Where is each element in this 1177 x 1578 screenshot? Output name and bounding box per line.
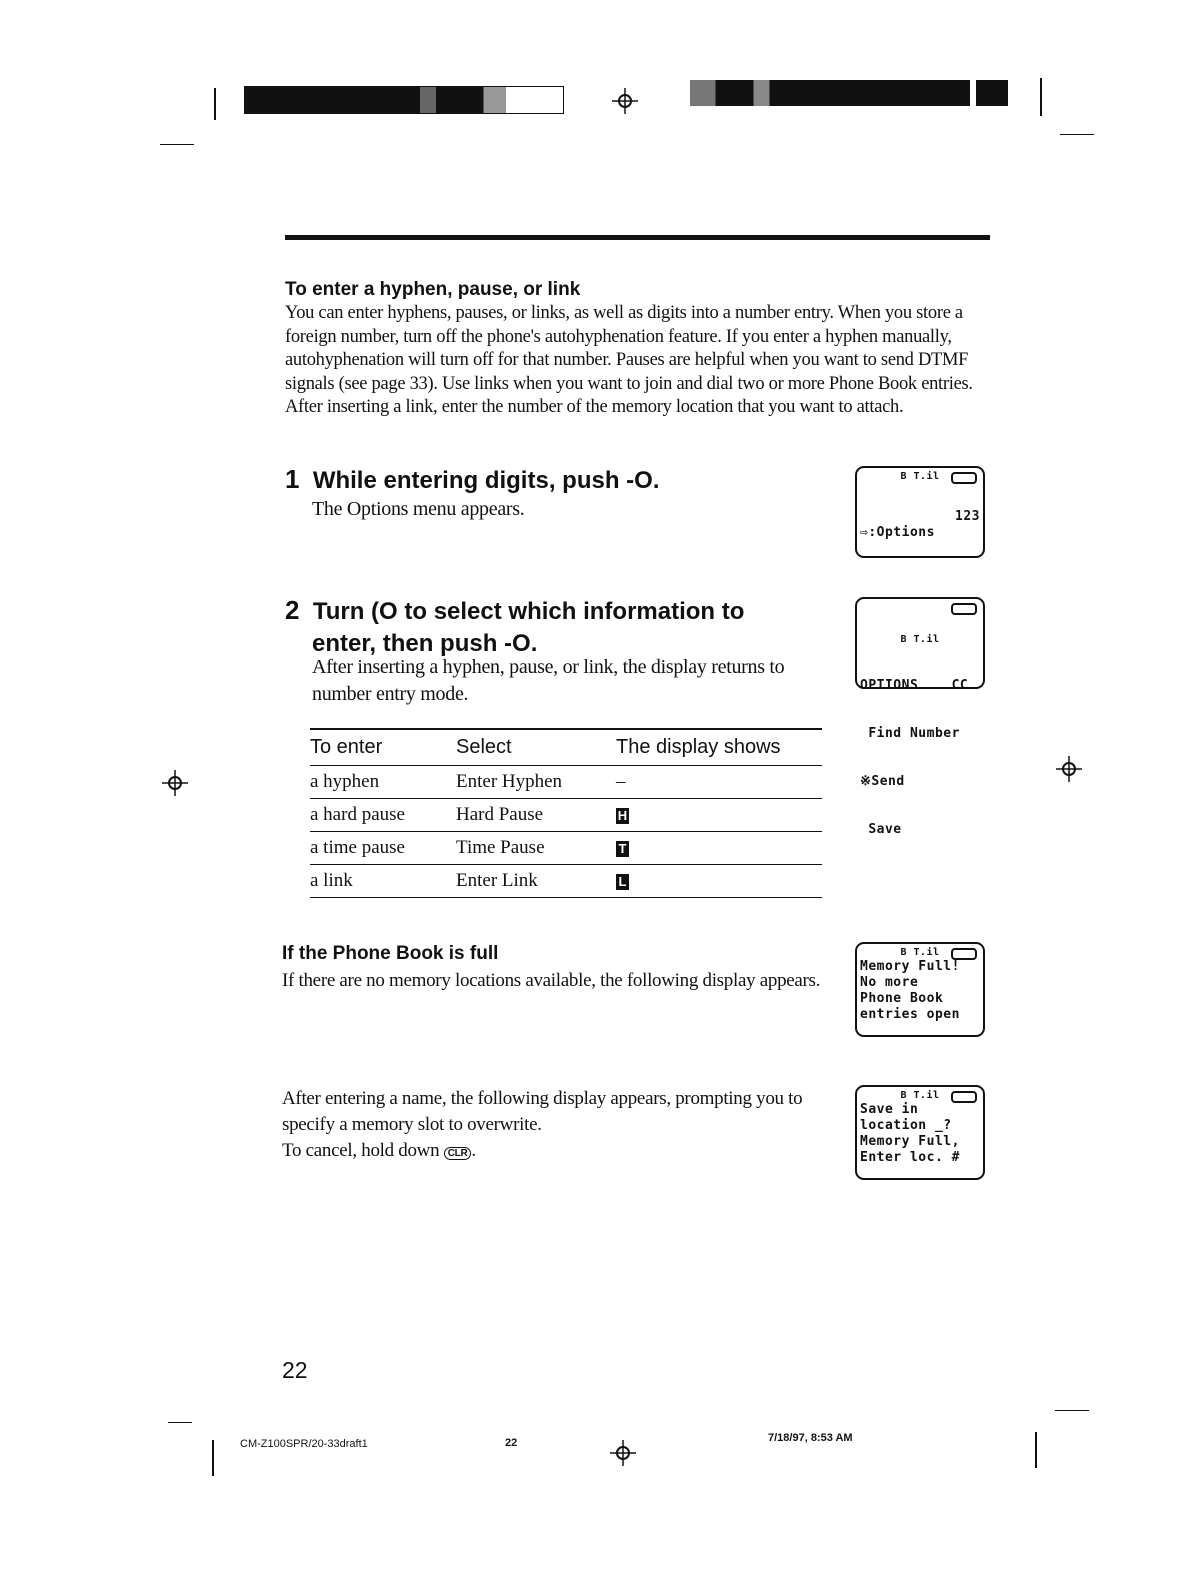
battery-icon bbox=[951, 1091, 977, 1103]
lcd-display-memory-full bbox=[855, 942, 985, 1037]
lcd-line: entries open bbox=[860, 1007, 960, 1022]
footer-page: 22 bbox=[505, 1437, 518, 1449]
cell: Hard Pause bbox=[456, 799, 616, 832]
table-row bbox=[310, 865, 822, 898]
footer-timestamp: 7/18/97, 8:53 AM bbox=[768, 1432, 853, 1444]
step-2-heading bbox=[285, 594, 805, 660]
crop-mark bbox=[1055, 1410, 1089, 1411]
cell: Time Pause bbox=[456, 832, 616, 865]
lcd-line: ※Send bbox=[860, 774, 905, 789]
column-header: Select bbox=[456, 729, 616, 766]
lcd-display-options bbox=[855, 466, 985, 558]
signal-status-icon: B T.il bbox=[900, 1090, 940, 1101]
lcd-line: No more bbox=[860, 975, 919, 990]
step-description: The Options menu appears. bbox=[312, 498, 525, 520]
push-button-icon: -O. bbox=[626, 467, 660, 494]
crop-mark bbox=[168, 1422, 192, 1423]
battery-icon bbox=[951, 948, 977, 960]
crop-mark bbox=[160, 144, 194, 145]
color-bar-right bbox=[690, 80, 1008, 106]
crop-mark bbox=[1040, 78, 1042, 116]
section-heading: If the Phone Book is full bbox=[282, 943, 499, 964]
cell bbox=[616, 799, 822, 832]
step-number: 1 bbox=[285, 464, 300, 494]
lcd-line: 123 bbox=[955, 509, 980, 524]
section-heading: To enter a hyphen, pause, or link bbox=[285, 279, 581, 300]
registration-mark-icon bbox=[162, 770, 188, 796]
footer-doc-id: CM-Z100SPR/20-33draft1 bbox=[240, 1438, 368, 1450]
lcd-line: ⇨:Options bbox=[860, 525, 935, 540]
section-body: If there are no memory locations available, the following display appears. bbox=[282, 970, 821, 991]
color-bar-left bbox=[244, 86, 564, 114]
crop-mark bbox=[1035, 1432, 1037, 1468]
step-title: While entering digits, push bbox=[312, 467, 620, 494]
cell: a time pause bbox=[310, 832, 456, 865]
crop-mark bbox=[212, 1440, 214, 1476]
cell: Enter Hyphen bbox=[456, 766, 616, 799]
column-header: The display shows bbox=[616, 729, 822, 766]
cell: a hard pause bbox=[310, 799, 456, 832]
lcd-display-save-location bbox=[855, 1085, 985, 1180]
clr-key-icon: CLR bbox=[444, 1147, 472, 1160]
step-title: Turn bbox=[312, 598, 365, 625]
registration-mark-icon bbox=[610, 1440, 636, 1466]
cell: a hyphen bbox=[310, 766, 456, 799]
cell: Enter Link bbox=[456, 865, 616, 898]
section-body: After entering a name, the following display appears, prompting you to specify a memory slot to overwrite. To cancel, hold down CLR . bbox=[282, 1088, 803, 1161]
registration-mark-icon bbox=[1056, 756, 1082, 782]
step-1-heading bbox=[285, 464, 659, 495]
section-rule bbox=[285, 235, 990, 240]
cell: a link bbox=[310, 865, 456, 898]
registration-mark-icon bbox=[612, 88, 638, 114]
table-row bbox=[310, 799, 822, 832]
table-row bbox=[310, 766, 822, 799]
signal-status-icon: B T.il bbox=[900, 634, 940, 645]
section-body: You can enter hyphens, pauses, or links, as well as digits into a number entry. When you store a foreign number, turn off the phone's autohyphenation feature. If you enter a hyphen manually, autohyphenation will turn off for that number. Pauses are helpful when you want to send DTMF signals (see page 33). Use links when you want to join and dial two or more Phone Book entries. After inserting a link, enter the number of the memory location that you want to attach. bbox=[285, 303, 973, 417]
push-button-icon: -O. bbox=[504, 630, 538, 657]
step-title: to select which information to bbox=[404, 598, 745, 625]
cell bbox=[616, 832, 822, 865]
lcd-line: Enter loc. # bbox=[860, 1150, 960, 1165]
jog-dial-icon: (O bbox=[371, 598, 398, 625]
lcd-line: Memory Full, bbox=[860, 1134, 960, 1149]
hard-pause-symbol: H bbox=[617, 808, 628, 823]
lcd-line: Memory Full! bbox=[860, 959, 960, 974]
link-symbol: L bbox=[616, 874, 629, 890]
column-header: To enter bbox=[310, 729, 456, 766]
lcd-line: location _? bbox=[860, 1118, 952, 1133]
table-row bbox=[310, 832, 822, 865]
cell bbox=[616, 865, 822, 898]
step-description: After inserting a hyphen, pause, or link, the display returns to number entry mode. bbox=[312, 656, 785, 705]
battery-icon bbox=[951, 472, 977, 484]
lcd-line: Save bbox=[860, 822, 902, 837]
entry-table bbox=[310, 729, 822, 898]
crop-mark bbox=[1060, 134, 1094, 135]
time-pause-symbol: T bbox=[616, 841, 629, 857]
body-text: To cancel, hold down bbox=[282, 1140, 440, 1161]
lcd-line: Save in bbox=[860, 1102, 919, 1117]
battery-icon bbox=[951, 603, 977, 615]
signal-status-icon: B T.il bbox=[900, 947, 940, 958]
lcd-line: Find Number bbox=[860, 726, 960, 741]
crop-mark bbox=[214, 88, 216, 120]
lcd-line: Phone Book bbox=[860, 991, 944, 1006]
step-number: 2 bbox=[285, 595, 300, 625]
body-text: After entering a name, the following display appears, prompting you to specify a memory slot to overwrite. bbox=[282, 1088, 803, 1135]
lcd-display-options-menu bbox=[855, 597, 985, 837]
lcd-line: OPTIONS CC bbox=[860, 678, 969, 693]
page-number: 22 bbox=[282, 1357, 308, 1383]
step-title: enter, then push bbox=[312, 630, 498, 657]
table-header-row bbox=[310, 729, 822, 766]
cell: – bbox=[616, 766, 822, 799]
signal-status-icon: B T.il bbox=[900, 471, 940, 482]
